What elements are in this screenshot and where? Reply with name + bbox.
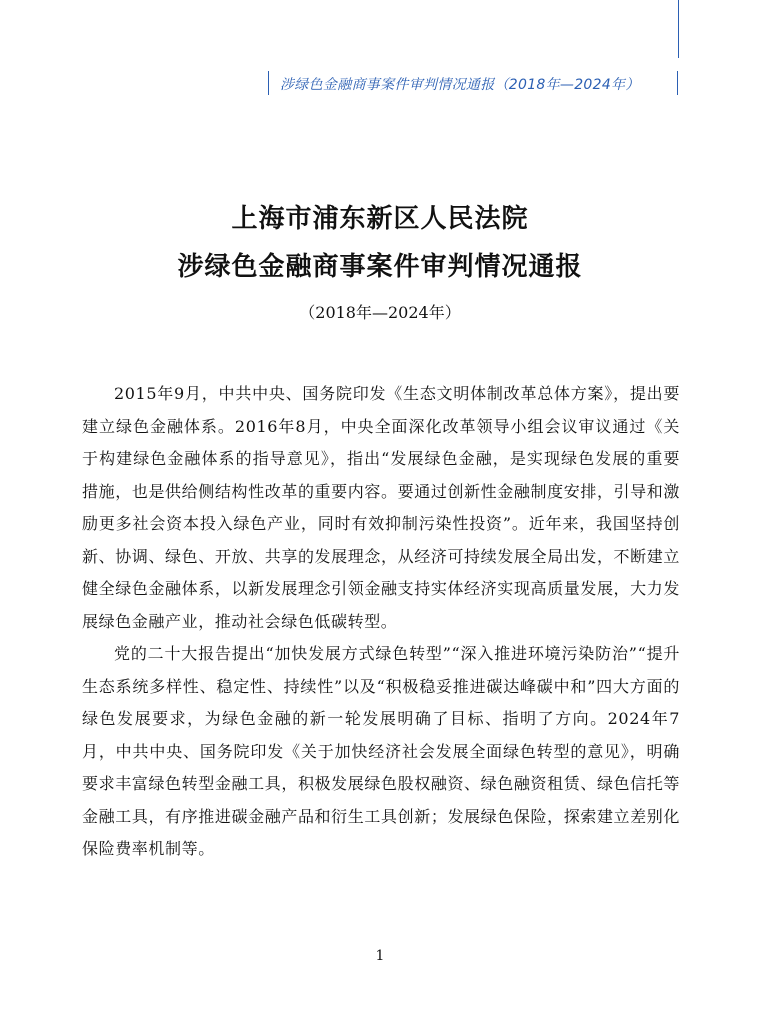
body-paragraph-1: 2015年9月，中共中央、国务院印发《生态文明体制改革总体方案》，提出要建立绿色金融体系。2016年8月，中央全面深化改革领导小组会议审议通过《关于构建绿色金融体系的指导意见》，指出“发展绿色金融，是实现绿色发展的重要措施，也是供给侧结构性改革的重要内容。要通过创新性金融制度安排，引导和激励更多社会资本投入绿色产业，同时有效抑制污染性投资”。近年来，我国坚持创新、协调、绿色、开放、共享的发展理念，从经济可持续发展全局出发，不断建立健全绿色金融体系，以新发展理念引领金融支持实体经济实现高质量发展，大力发展绿色金融产业，推动社会绿色低碳转型。 — [82, 384, 680, 631]
body-paragraph-2: 党的二十大报告提出“加快发展方式绿色转型”“深入推进环境污染防治”“提升生态系统多样性、稳定性、持续性”以及“积极稳妥推进碳达峰碳中和”四大方面的绿色发展要求，为绿色金融的新一轮发展明确了目标、指明了方向。2024年7月，中共中央、国务院印发《关于加快经济社会发展全面绿色转型的意见》，明确要求丰富绿色转型金融工具，积极发展绿色股权融资、绿色融资租赁、绿色信托等金融工具，有序推进碳金融产品和衍生工具创新；发展绿色保险，探索建立差别化保险费率机制等。 — [82, 644, 680, 858]
page-number: 1 — [375, 948, 385, 964]
document-subtitle: （2018年—2024年） — [299, 303, 461, 322]
running-header — [268, 67, 680, 95]
document-body — [82, 378, 680, 866]
running-header-left-bar — [268, 71, 269, 95]
header-rule-top — [678, 0, 679, 58]
document-title-line-1: 上海市浦东新区人民法院 — [231, 204, 529, 234]
document-title-line-2: 涉绿色金融商事案件审判情况通报 — [177, 252, 583, 282]
running-header-right-bar — [677, 71, 678, 95]
running-header-text: 涉绿色金融商事案件审判情况通报（2018年—2024年） — [280, 77, 640, 93]
